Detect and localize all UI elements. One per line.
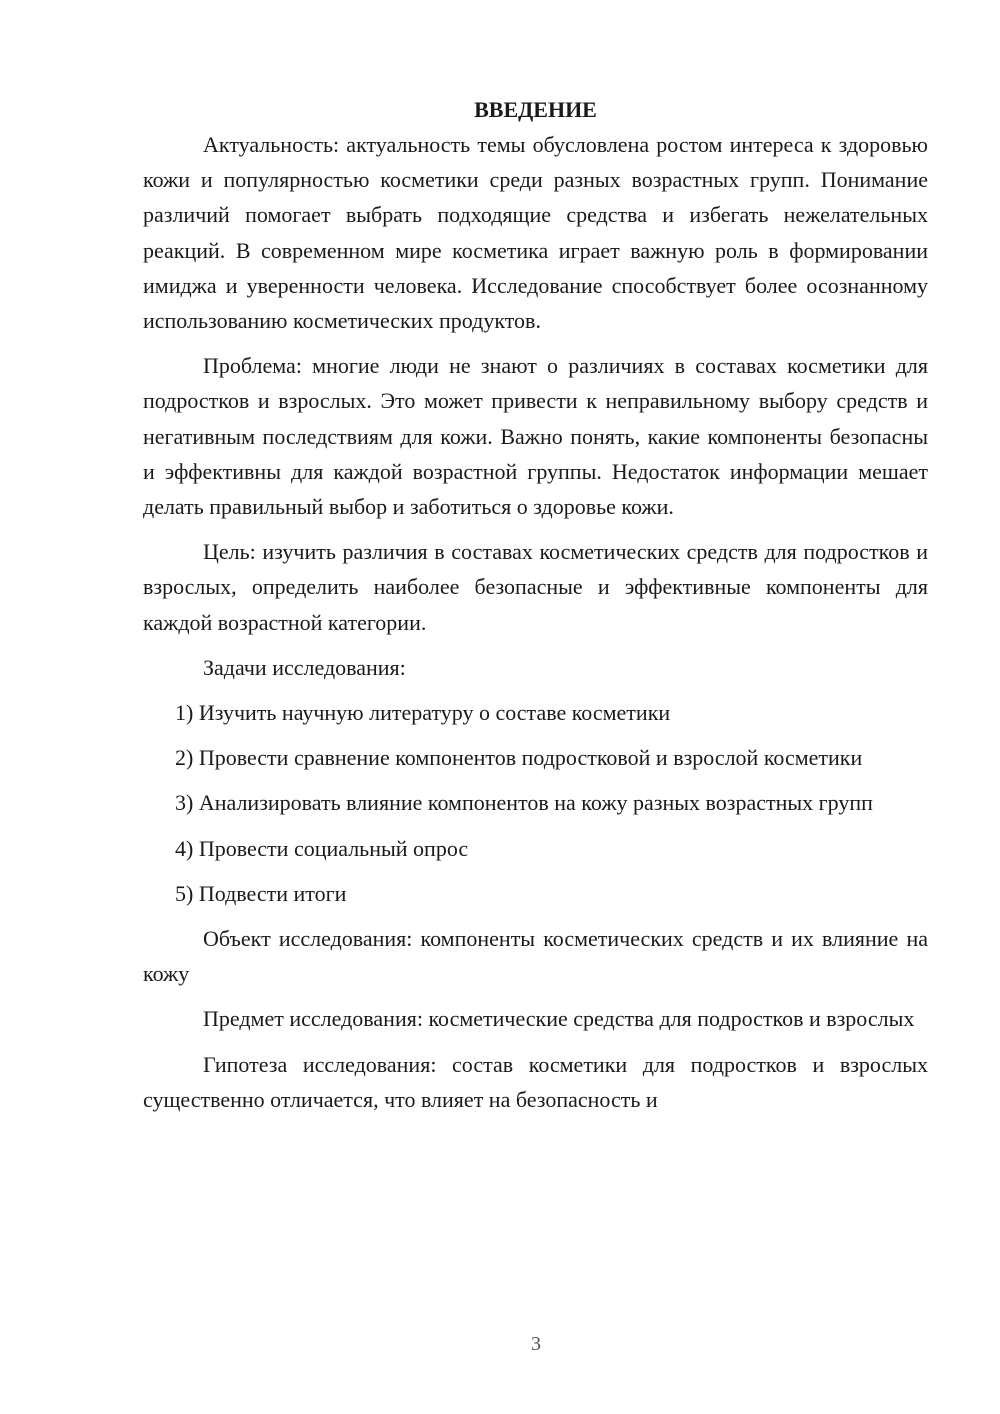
paragraph-object: Объект исследования: компоненты косметических средств и их влияние на кожу <box>143 926 928 987</box>
task-item: 2) Провести сравнение компонентов подростковой и взрослой косметики <box>175 745 863 771</box>
paragraph-hypothesis: Гипотеза исследования: состав косметики для подростков и взрослых существенно отличается, что влияет на безопасность и <box>143 1051 928 1112</box>
tasks-label: Задачи исследования: <box>203 654 406 680</box>
section-title: ВВЕДЕНИЕ <box>474 97 597 122</box>
task-item: 4) Провести социальный опрос <box>175 835 469 861</box>
page-number: 3 <box>531 1333 541 1355</box>
paragraph-subject: Предмет исследования: косметические средства для подростков и взрослых <box>203 1006 915 1032</box>
paragraph-relevance: Актуальность: актуальность темы обусловлена ростом интереса к здоровью кожи и популярностью косметики среди разных возрастных групп. Понимание различий помогает выбрать подходящие средства и избегать нежелательных реакций. В современном мире косметика играет важную роль в формировании имиджа и уверенности человека. Исследование способствует более осознанному использованию косметических продуктов. <box>143 132 928 334</box>
task-item: 1) Изучить научную литературу о составе косметики <box>175 700 671 726</box>
task-item: 5) Подвести итоги <box>175 880 347 906</box>
paragraph-problem: Проблема: многие люди не знают о различиях в составах косметики для подростков и взрослых. Это может привести к неправильному выбору средств и негативным последствиям для кожи. Важно понять, какие компоненты безопасны и эффективны для каждой возрастной группы. Недостаток информации мешает делать правильный выбор и заботиться о здоровье кожи. <box>143 353 928 520</box>
paragraph-goal: Цель: изучить различия в составах косметических средств для подростков и взрослых, определить наиболее безопасные и эффективные компоненты для каждой возрастной категории. <box>143 539 928 635</box>
document-page <box>143 92 928 1127</box>
task-item: 3) Анализировать влияние компонентов на кожу разных возрастных групп <box>175 790 873 816</box>
